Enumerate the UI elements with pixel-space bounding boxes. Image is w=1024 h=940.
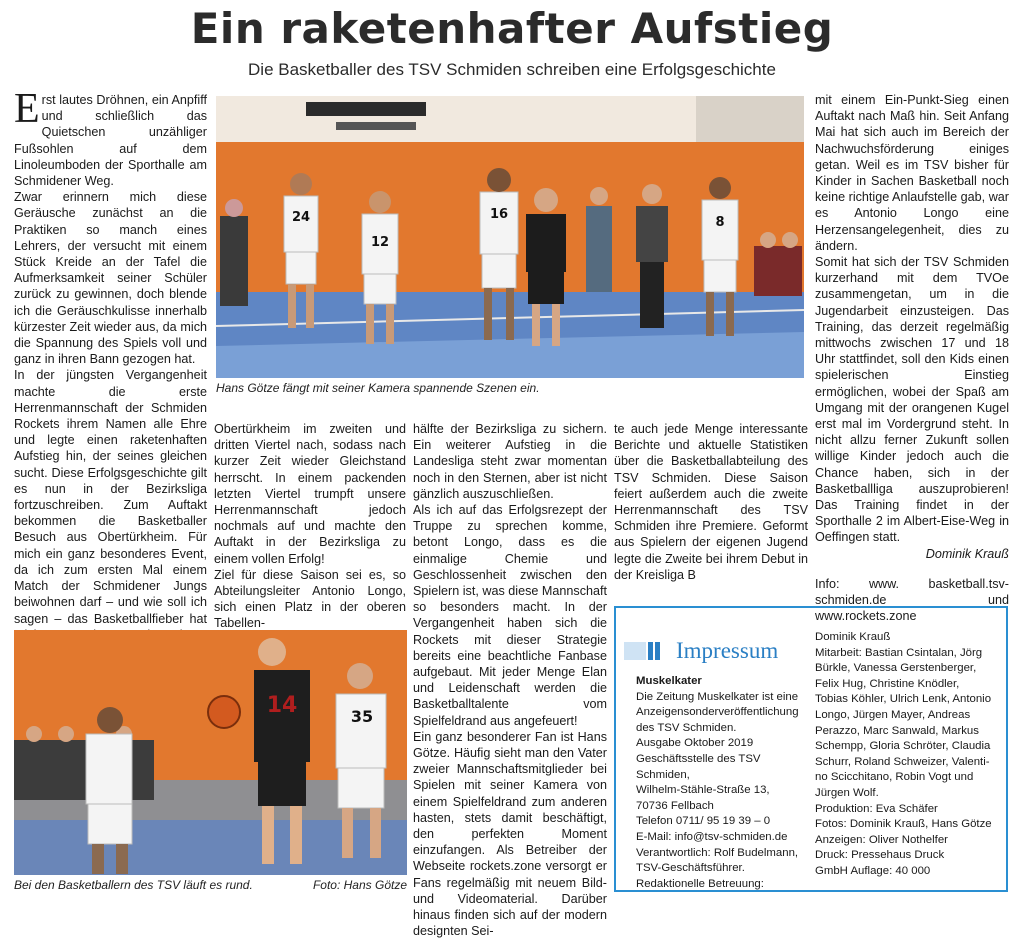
photo-caption: Bei den Basketballern des TSV läuft es rund. xyxy=(14,878,253,892)
article-headline: Ein raketenhafter Aufstieg xyxy=(190,4,834,53)
impressum-line: no Scicchitano, Robin Vogt und xyxy=(815,771,974,784)
paragraph: Ein ganz besonderer Fan ist Hans Götze. Häufig sieht man den Vater zweier Mannschaftsmitglieder bei Spielen mit seiner Kamera von einem Spielfeldrand zum anderen hasten, stets damit beschäftigt, den perfekten Moment einzufangen. Als Betreiber der Webseite rockets.zone versorgt er Fans regelmäßig mit neuem Bild- und Videomaterial. Darüber hinaus finden sich auf der modern designten Sei- xyxy=(413,729,607,939)
svg-text:35: 35 xyxy=(350,707,374,726)
impressum-line: Produktion: Eva Schäfer xyxy=(815,802,938,815)
svg-text:12: 12 xyxy=(370,235,390,250)
svg-text:8: 8 xyxy=(715,215,725,230)
impressum-line: Ausgabe Oktober 2019 xyxy=(636,737,754,750)
impressum-line: Telefon 0711/ 95 19 39 – 0 xyxy=(636,815,771,828)
impressum-line: Mitarbeit: Bastian Csintalan, Jörg xyxy=(815,646,983,659)
impressum-line: 70736 Fellbach xyxy=(636,799,714,812)
impressum-line: Wilhelm-Stähle-Straße 13, xyxy=(636,784,770,797)
impressum-line: Anzeigensonderveröffentlichung xyxy=(636,706,799,719)
impressum-line: Tobias Köhler, Ulrich Lenk, Antonio xyxy=(815,693,992,706)
impressum-line: Anzeigen: Oliver Nothelfer xyxy=(815,833,948,846)
impressum-line: Die Zeitung Muskelkater ist eine xyxy=(636,690,799,703)
article-column-4 xyxy=(614,421,808,583)
paragraph: Als ich auf das Erfolgsrezept der Truppe zu sprechen komme, betont Longo, dass es die einmalige Chemie und Geschlossenheit zwischen den Spielern ist, was diese Mannschaft so besonders macht. In der Vergangenheit haben sich die Rockets mit dieser Strategie bereits eine beachtliche Fanbase aufgebaut. Mit jeder Menge Elan und Leidenschaft werden die Basketballtalente vom Spielfeldrand aus angefeuert! xyxy=(413,503,607,728)
impressum-publication: Muskelkater xyxy=(636,675,702,687)
impressum-line: E-Mail: info@tsv-schmiden.de xyxy=(636,830,788,843)
impressum-line: Druck: Pressehaus Druck xyxy=(815,849,945,862)
impressum-line: des TSV Schmiden. xyxy=(636,721,737,734)
impressum-box xyxy=(614,606,1008,892)
paragraph: mit einem Ein-Punkt-Sieg einen Auftakt nach Maß hin. Seit Anfang Mai hat sich auch im Bereich der Nachwuchsförderung einiges getan. Weil es im TSV bisher für Kinder in Sachen Basketball noch keine richtige Anlaufstelle gab, war es Antonio Longo eine Herzensangelegenheit, dies zu ändern. xyxy=(815,93,1009,253)
impressum-line: Schempp, Gloria Schröter, Claudia xyxy=(815,740,991,753)
paragraph: hälfte der Bezirksliga zu sichern. Ein weiterer Aufstieg in die Landesliga steht zwar momentan noch in den Sternen, aber ist nicht gänzlich auszuschließen. xyxy=(413,422,607,501)
svg-text:16: 16 xyxy=(489,207,509,222)
impressum-line: Longo, Jürgen Mayer, Andreas xyxy=(815,708,971,721)
impressum-line: Dominik Krauß xyxy=(815,631,891,643)
impressum-bars-icon xyxy=(624,642,662,660)
paragraph: Ziel für diese Saison sei es, so Abteilungsleiter Antonio Longo, sich einen Platz in der oberen Tabellen- xyxy=(214,567,406,631)
paragraph: te auch jede Menge interessante Berichte und aktuelle Statistiken über die Basketballabteilung des TSV Schmiden. Diese Saison feiert außerdem auch die zweite Herrenmannschaft des TSV Schmiden ihre Premiere. Geformt aus Spielern der eigenen Jugend legte die Zweite bei ihrem Debut in der Kreisliga B xyxy=(614,422,808,582)
paragraph: Obertürkheim im zweiten und dritten Viertel nach, sodass nach kurzer Zeit wieder Gleichstand herrscht. In einem packenden letzten Viertel trumpft unsere Herrenmannschaft jedoch nochmals auf und machte den Auftakt in der Bezirksliga zu einem vollen Erfolg! xyxy=(214,422,406,566)
basketball-icon xyxy=(208,696,240,728)
article-column-1 xyxy=(14,86,207,675)
info-line: Info: www. basketball.tsv-schmiden.de und www.rockets.zone xyxy=(815,576,1009,624)
impressum-left-column xyxy=(636,674,814,892)
impressum-line: Jürgen Wolf. xyxy=(815,786,879,799)
impressum-line: Geschäftsstelle des TSV Schmiden, xyxy=(636,752,761,781)
impressum-line: Redaktionelle Betreuung: xyxy=(636,877,764,890)
photo-game-action xyxy=(216,96,804,378)
dropcap: E xyxy=(14,86,40,132)
impressum-line: GmbH Auflage: 40 000 xyxy=(815,864,931,877)
impressum-line: Schurr, Roland Schweizer, Valenti- xyxy=(815,755,990,768)
svg-text:24: 24 xyxy=(291,210,311,225)
article-column-3 xyxy=(413,421,607,940)
photo-credit: Foto: Hans Götze xyxy=(312,878,407,892)
impressum-line: Fotos: Dominik Krauß, Hans Götze xyxy=(815,818,992,831)
photo-caption: Hans Götze fängt mit seiner Kamera spannende Szenen ein. xyxy=(216,381,540,395)
impressum-line: Felix Hug, Christine Knödler, xyxy=(815,677,960,690)
paragraph-intro: Erst lautes Dröhnen, ein Anpfiff und schließlich das Quietschen unzähliger Fußsohlen auf dem Linoleumboden der Sporthalle am Schmidener Weg. xyxy=(14,86,207,189)
impressum-line: Bürkle, Vanessa Gerstenberger, xyxy=(815,662,977,675)
photo-basketball-players xyxy=(14,630,407,875)
svg-text:14: 14 xyxy=(266,693,298,718)
article-column-5 xyxy=(815,92,1009,625)
impressum-line: Perazzo, Marc Sanwald, Markus xyxy=(815,724,979,737)
paragraph: Somit hat sich der TSV Schmiden kurzerhand mit dem TVOe zusammengetan, um in die Jugendarbeit einzusteigen. Das Training, das derzeit regelmäßig mittwochs zwischen 17 und 18 Uhr stattfindet, soll den Kids einen spielerischen Einstieg ermöglichen, wobei der Spaß am Umgang mit der orangenen Kugel erst mal im Vordergrund steht. In nicht allzu ferner Zukunft sollen willige Kinder jedoch auch die Chance haben, sich in der Basketballliga auszuprobieren! Das Training findet in der Sporthalle 2 im Albert-Eise-Weg in Oeffingen statt. xyxy=(815,255,1009,545)
article-subheadline: Die Basketballer des TSV Schmiden schreiben eine Erfolgsgeschichte xyxy=(248,60,776,79)
impressum-title: Impressum xyxy=(676,638,779,663)
impressum-right-column xyxy=(815,630,1001,880)
author-byline: Dominik Krauß xyxy=(925,546,1009,561)
impressum-line: TSV-Geschäftsführer. xyxy=(636,862,745,875)
article-column-2 xyxy=(214,421,406,632)
paragraph: Zwar erinnern mich diese Geräusche zunächst an die Praktiken so manch eines Lehrers, der versucht mit einem Stück Kreide an der Tafel die Aufmerksamkeit seiner Schüler zurück zu gewinnen, doch blende ich die Geräuschkulisse innerhalb kürzester Zeit wieder aus, da mich die Spannung des Spiels voll und ganz in ihren Bann gezogen hat. xyxy=(14,190,207,367)
paragraph: In der jüngsten Vergangenheit machte die erste Herrenmannschaft der Schmiden Rockets ihrem Namen alle Ehre und legte einen raketenhaften Aufstieg hin, der seines gleichen sucht. Diese Erfolgsgeschichte gilt es nun in der Bezirksliga fortzuschreiben. Zum Auftakt bekommen die Basketballer Besuch aus Obertürkheim. Für mich ein ganz besonderes Event, da ich zum ersten Mal einem Match der Schmidener Jungs beiwohnen darf – und wie soll ich sagen – das Basketballfieber hat xyxy=(14,368,207,626)
impressum-line: Verantwortlich: Rolf Budelmann, xyxy=(636,846,799,859)
